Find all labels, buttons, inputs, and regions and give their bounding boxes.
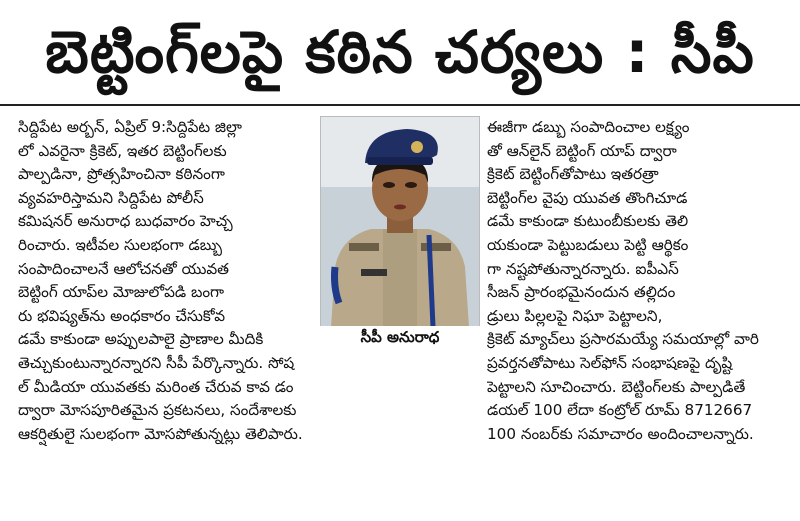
article-line: డమే కాకుండా కుటుంబీకులకు తెలి xyxy=(487,212,689,231)
article-line: ల్ మీడియా యువతకు మరింత చేరువ కావ డం xyxy=(18,377,294,396)
left-column xyxy=(18,116,318,446)
article-line: వ్యవహరిస్తామని సిద్దిపేట పోలీస్ xyxy=(18,188,204,207)
article-line: డయల్ 100 లేదా కంట్రోల్ రూమ్ 8712667 xyxy=(487,401,753,420)
article-line: సిద్దిపేట అర్బన్, ఏప్రిల్ 9:సిద్దిపేట జిల్లా xyxy=(18,118,242,136)
article-line: 100 నంబర్‌కు సమాచారం అందించాలన్నారు. xyxy=(487,424,754,443)
article-line: పాల్పడినా, ప్రోత్సహించినా కఠినంగా xyxy=(18,165,225,184)
article-line: డమే కాకుండా అప్పులపాలై ప్రాణాల మీదికి xyxy=(18,330,264,349)
article-line: ఆకర్షితులై సులభంగా మోసపోతున్నట్లు తెలిపారు. xyxy=(18,424,303,443)
headline: బెట్టింగ్‌లపై కఠిన చర్యలు : సీపీ xyxy=(45,18,755,86)
article-line: ప్రవర్తనతోపాటు సెల్‌ఫోన్ సంభాషణపై దృష్టి xyxy=(487,353,733,372)
police-officer-portrait-icon xyxy=(321,117,479,327)
article-line: బెట్టింగ్ యాప్‌ల మోజులోపడి బంగా xyxy=(18,283,225,302)
article-line: తెచ్చుకుంటున్నారన్నారని సీపీ పేర్కొన్నారు. సోష xyxy=(18,353,295,372)
article-line: తో ఆన్‌లైన్ బెట్టింగ్ యాప్ ద్వారా xyxy=(487,141,677,160)
article-line: రించారు. ఇటీవల సులభంగా డబ్బు xyxy=(18,235,223,254)
photo-caption: సీపీ అనురాధ xyxy=(320,326,480,348)
article-line: గా నష్టపోతున్నారన్నారు. ఐపీఎస్ xyxy=(487,259,679,278)
article-line: ద్వారా మోసపూరితమైన ప్రకటనలు, సందేశాలకు xyxy=(18,401,297,420)
article-line: యకుండా పెట్టుబడులు పెట్టి ఆర్థికం xyxy=(487,235,689,254)
headline-rule xyxy=(0,104,800,106)
article-line: డ్రులు పిల్లలపై నిఘా పెట్టాలని, xyxy=(487,306,663,325)
article-line: సీజన్ ప్రారంభమైనందున తల్లిదం xyxy=(487,283,676,302)
article-line: సంపాదించాలనే ఆలోచనతో యువత xyxy=(18,259,229,278)
article-line: బెట్టింగ్‌ల వైపు యువత తొంగిచూడ xyxy=(487,188,688,207)
article-line: లో ఎవరైనా క్రికెట్, ఇతర బెట్టింగ్‌లకు xyxy=(18,141,227,160)
article-line: క్రికెట్ మ్యాచ్‌లు ప్రసారమయ్యే సమయాల్లో వారి xyxy=(487,330,759,349)
article-line: రు భవిష్యత్‌ను అంధకారం చేసుకోవ xyxy=(18,306,226,325)
article-line: క్రికెట్ బెట్టింగ్‌తోపాటు ఇతరత్రా xyxy=(487,165,659,184)
cp-photo xyxy=(320,116,480,328)
article-line: పెట్టాలని సూచించారు. బెట్టింగ్‌లకు పాల్పడితే xyxy=(487,377,746,396)
right-column xyxy=(487,116,782,446)
article-line: కమిషనర్ అనురాధ బుధవారం హెచ్చ xyxy=(18,212,233,231)
article-line: ఈజీగా డబ్బు సంపాదించాల లక్ష్యం xyxy=(487,118,690,136)
